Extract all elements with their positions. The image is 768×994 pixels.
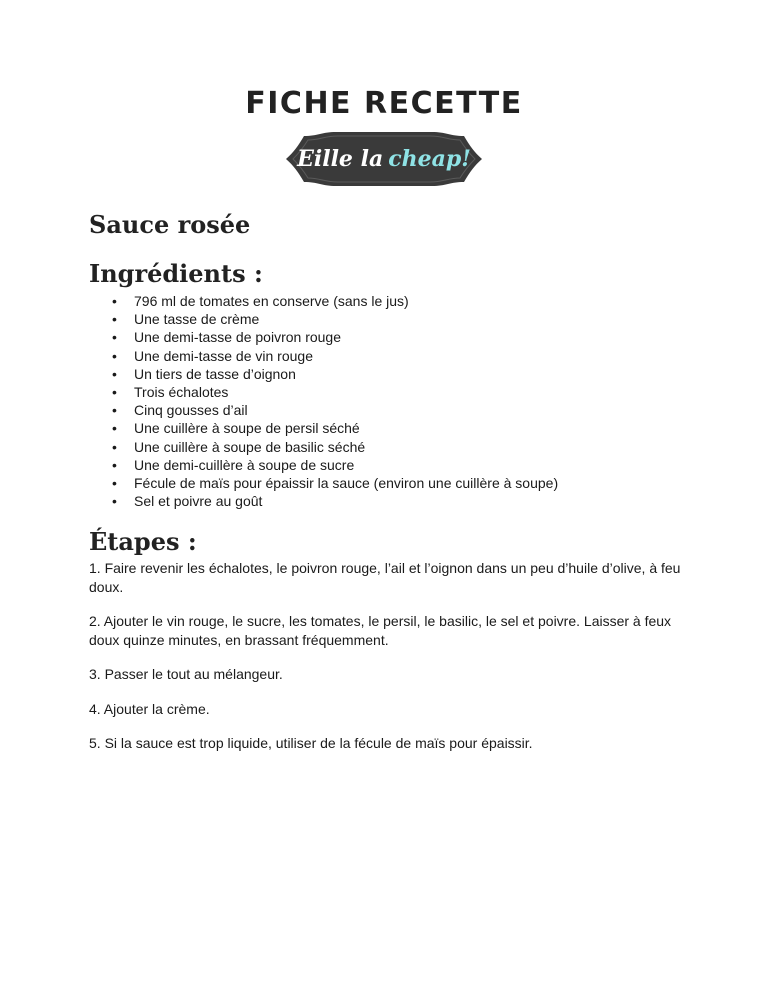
ingredient-item: • Une tasse de crème	[112, 310, 558, 328]
ingredient-item: • Fécule de maïs pour épaissir la sauce (environ une cuillère à soupe)	[112, 474, 558, 492]
ingredients-heading: Ingrédients :	[89, 259, 263, 288]
ingredient-item: • Une demi-tasse de poivron rouge	[112, 328, 558, 346]
steps-list	[89, 559, 681, 769]
recipe-title: Sauce rosée	[89, 210, 251, 239]
logo-wordmark	[284, 130, 484, 188]
ingredient-item: • Une demi-tasse de vin rouge	[112, 347, 558, 365]
logo-text-main: Eille la	[297, 146, 384, 172]
step-item: 4. Ajouter la crème.	[89, 700, 210, 717]
ingredient-item: • Sel et poivre au goût	[112, 492, 558, 510]
page-header-title: FICHE RECETTE	[245, 86, 523, 121]
ingredient-item: • Une cuillère à soupe de persil séché	[112, 419, 558, 437]
ingredient-item: • Trois échalotes	[112, 383, 558, 401]
ingredient-item: • Une cuillère à soupe de basilic séché	[112, 438, 558, 456]
ingredient-item: • Une demi-cuillère à soupe de sucre	[112, 456, 558, 474]
step-item: 3. Passer le tout au mélangeur.	[89, 666, 283, 682]
ingredient-item: • Un tiers de tasse d’oignon	[112, 365, 558, 383]
ingredient-item: • 796 ml de tomates en conserve (sans le jus)	[112, 292, 558, 310]
ingredient-item: • Cinq gousses d’ail	[112, 401, 558, 419]
ingredients-list	[112, 292, 558, 510]
step-item: 5. Si la sauce est trop liquide, utiliser de la fécule de maïs pour épaissir.	[89, 735, 533, 751]
step-item: 1. Faire revenir les échalotes, le poivron rouge, l’ail et l’oignon dans un peu d’huile d’olive, à feu doux.	[89, 560, 681, 595]
steps-heading: Étapes :	[89, 527, 197, 556]
step-item: 2. Ajouter le vin rouge, le sucre, les tomates, le persil, le basilic, le sel et poivre. Laisser à feux doux quinze minutes, en brassant fréquemment.	[89, 613, 672, 648]
logo-text-accent: cheap!	[388, 146, 471, 172]
